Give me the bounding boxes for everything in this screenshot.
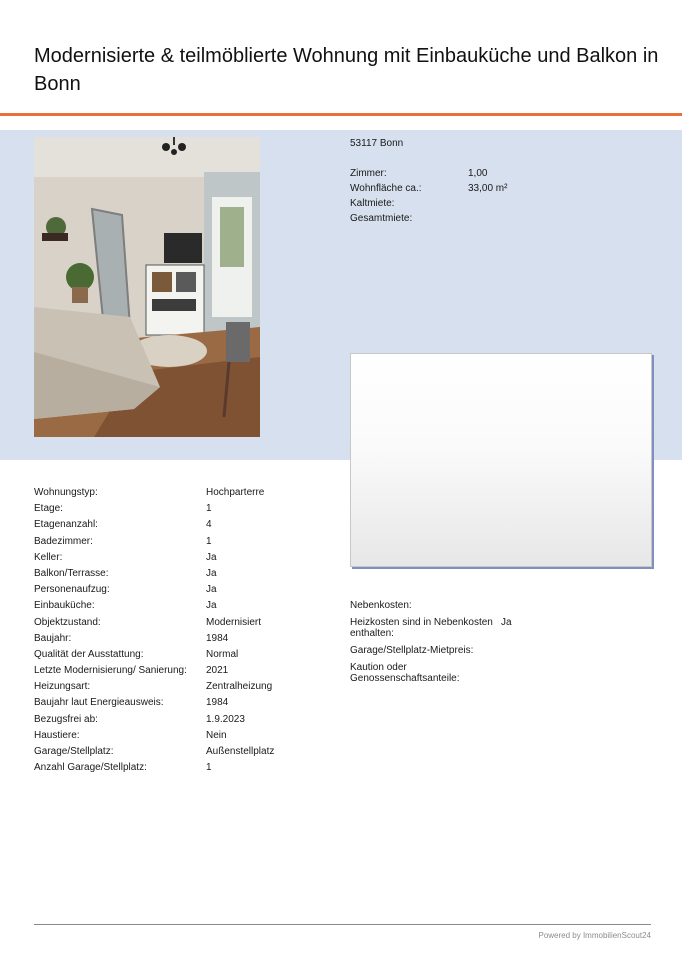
detail-row bbox=[34, 697, 334, 713]
detail-label: Anzahl Garage/Stellplatz: bbox=[34, 762, 147, 774]
accent-rule bbox=[0, 113, 682, 116]
map-placeholder bbox=[350, 353, 652, 567]
detail-label: Personenaufzug: bbox=[34, 584, 110, 596]
detail-label: Keller: bbox=[34, 551, 63, 563]
detail-value: 1 bbox=[206, 535, 212, 547]
cost-value: Ja bbox=[501, 617, 512, 628]
detail-value: Ja bbox=[206, 584, 217, 596]
detail-row bbox=[34, 600, 334, 616]
detail-value: Ja bbox=[206, 551, 217, 563]
cost-row-deposit bbox=[350, 662, 520, 684]
detail-value: 1 bbox=[206, 762, 212, 774]
footer-rule bbox=[34, 924, 651, 925]
detail-value: Hochparterre bbox=[206, 487, 265, 498]
detail-value: Ja bbox=[206, 600, 217, 612]
apartment-photo bbox=[34, 137, 260, 437]
cost-label: Heizkosten sind in Nebenkosten enthalten: bbox=[350, 617, 493, 639]
detail-value: Modernisiert bbox=[206, 616, 262, 628]
cost-label: Garage/Stellplatz-Mietpreis: bbox=[350, 645, 474, 656]
summary-value: 33,00 m² bbox=[468, 183, 508, 194]
detail-row bbox=[34, 665, 334, 681]
detail-value: 1 bbox=[206, 503, 212, 515]
detail-row bbox=[34, 584, 334, 600]
detail-row bbox=[34, 552, 334, 568]
detail-value: 1984 bbox=[206, 697, 229, 709]
detail-row bbox=[34, 681, 334, 697]
listing-title: Modernisierte & teilmöblierte Wohnung mit Einbauküche und Balkon in Bonn bbox=[34, 45, 659, 95]
detail-row bbox=[34, 568, 334, 584]
detail-label: Qualität der Ausstattung: bbox=[34, 648, 144, 660]
detail-label: Bezugsfrei ab: bbox=[34, 713, 98, 725]
detail-row bbox=[34, 730, 334, 746]
detail-value: Zentralheizung bbox=[206, 681, 273, 693]
detail-label: Balkon/Terrasse: bbox=[34, 567, 109, 579]
detail-row bbox=[34, 762, 334, 778]
detail-label: Letzte Modernisierung/ Sanierung: bbox=[34, 665, 187, 677]
cost-label: Nebenkosten: bbox=[350, 600, 412, 611]
detail-row bbox=[34, 503, 334, 519]
cost-row-heating-included bbox=[350, 617, 520, 639]
detail-value: 4 bbox=[206, 519, 212, 531]
detail-row bbox=[34, 746, 334, 762]
cost-row-parking-price bbox=[350, 645, 520, 656]
detail-label: Einbauküche: bbox=[34, 600, 95, 612]
detail-row bbox=[34, 714, 334, 730]
detail-label: Baujahr laut Energieausweis: bbox=[34, 697, 164, 709]
detail-value: 1.9.2023 bbox=[206, 713, 245, 725]
detail-label: Baujahr: bbox=[34, 632, 72, 644]
detail-value: Normal bbox=[206, 648, 239, 660]
detail-label: Objektzustand: bbox=[34, 616, 101, 628]
address: 53117 Bonn bbox=[350, 138, 404, 149]
detail-label: Wohnungstyp: bbox=[34, 487, 98, 498]
detail-value: Ja bbox=[206, 567, 217, 579]
summary-label: Gesamtmiete: bbox=[350, 213, 413, 224]
detail-row bbox=[34, 617, 334, 633]
detail-label: Etage: bbox=[34, 503, 63, 515]
detail-value: 1984 bbox=[206, 632, 229, 644]
detail-label: Etagenanzahl: bbox=[34, 519, 98, 531]
summary-label: Wohnfläche ca.: bbox=[350, 183, 422, 194]
detail-label: Heizungsart: bbox=[34, 681, 91, 693]
summary-label: Kaltmiete: bbox=[350, 198, 395, 209]
detail-label: Haustiere: bbox=[34, 729, 80, 741]
detail-row bbox=[34, 536, 334, 552]
detail-value: Nein bbox=[206, 729, 227, 741]
detail-label: Garage/Stellplatz: bbox=[34, 746, 114, 757]
details-list bbox=[34, 487, 334, 778]
detail-row bbox=[34, 649, 334, 665]
detail-row bbox=[34, 487, 334, 503]
detail-row bbox=[34, 633, 334, 649]
detail-label: Badezimmer: bbox=[34, 535, 93, 547]
summary-value: 1,00 bbox=[468, 168, 488, 179]
summary-label: Zimmer: bbox=[350, 168, 387, 179]
detail-value: 2021 bbox=[206, 665, 229, 677]
detail-value: Außenstellplatz bbox=[206, 746, 275, 757]
cost-list bbox=[350, 600, 520, 690]
cost-label: Kaution oder Genossenschaftsanteile: bbox=[350, 662, 460, 684]
footer-credit: Powered by ImmobilienScout24 bbox=[538, 931, 651, 940]
cost-row-additional-costs bbox=[350, 600, 520, 611]
detail-row bbox=[34, 519, 334, 535]
